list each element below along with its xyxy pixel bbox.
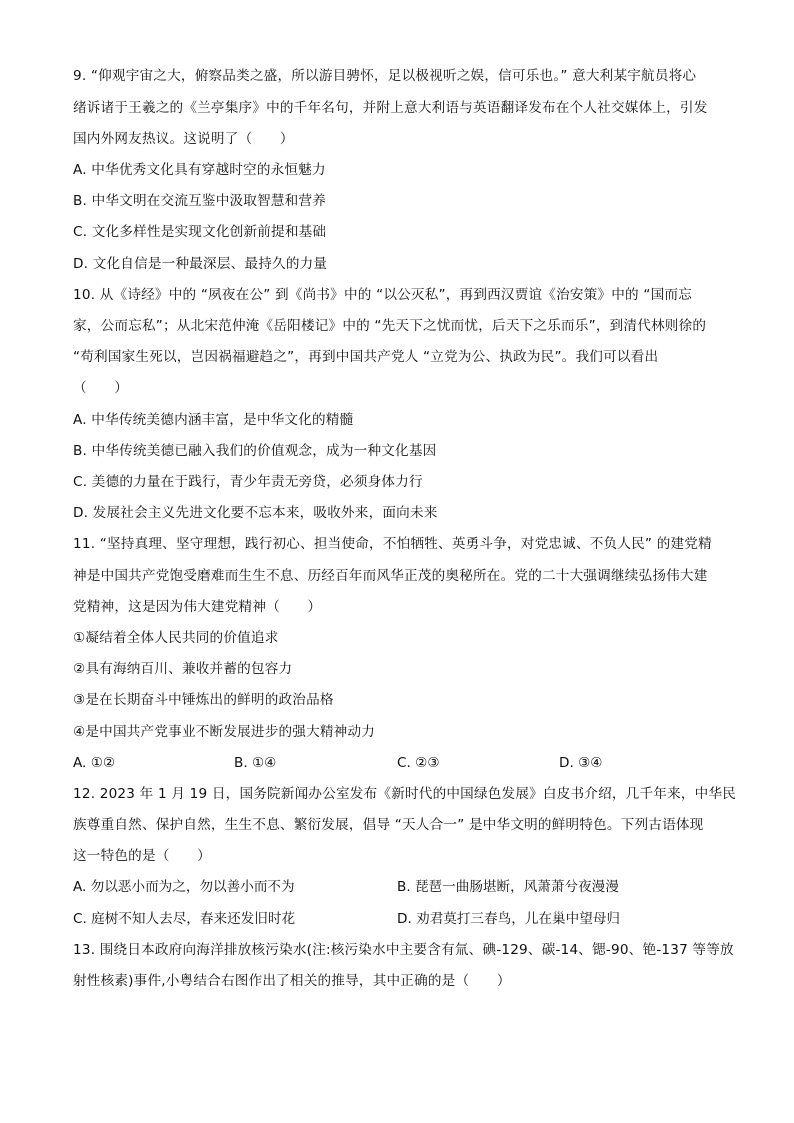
q11-item-1: ①凝结着全体人民共同的价值追求 [73,630,279,646]
q11-stem-line-3: 党精神，这是因为伟大建党精神（ ） [73,599,322,615]
q10-option-c: C. 美德的力量在于践行，青少年责无旁贷，必须身体力行 [73,474,423,490]
q12-stem-line-2: 族尊重自然、保护自然，生生不息、繁衍发展，倡导 “天人合一” 是中华文明的鲜明特色。下列古语体现 [73,817,704,833]
q11-item-3: ③是在长期奋斗中锤炼出的鲜明的政治品格 [73,692,334,708]
q9-stem-line-2: 绪诉诸于王羲之的《兰亭集序》中的千年名句，并附上意大利语与英语翻译发布在个人社交媒体上，引发 [73,100,708,116]
q13-stem-line-1: 13. 围绕日本政府向海洋排放核污染水(注:核污染水中主要含有氚、碘-129、碳-14、锶-90、铯-137 等等放 [73,942,734,958]
q11-stem-line-1: 11. “坚持真理、坚守理想，践行初心、担当使命，不怕牺牲、英勇斗争，对党忠诚、不负人民” 的建党精 [73,536,712,552]
q12-stem-line-3: 这一特色的是（ ） [73,848,211,864]
q9-option-b: B. 中华文明在交流互鉴中汲取智慧和营养 [73,193,327,209]
q9-stem-line-3: 国内外网友热议。这说明了（ ） [73,131,294,147]
q10-stem-line-1: 10. 从《诗经》中的 “夙夜在公” 到《尚书》中的 “以公灭私”，再到西汉贾谊《治安策》中的 “国而忘 [73,287,692,303]
q11-item-2: ②具有海纳百川、兼收并蓄的包容力 [73,661,293,677]
q11-option-d: D. ③④ [559,755,603,771]
q11-option-c: C. ②③ [397,755,440,771]
q9-option-d: D. 文化自信是一种最深层、最持久的力量 [73,256,328,272]
q11-item-4: ④是中国共产党事业不断发展进步的强大精神动力 [73,724,376,740]
q10-stem-line-4: （ ） [73,380,129,396]
q10-option-b: B. 中华传统美德已融入我们的价值观念，成为一种文化基因 [73,443,437,459]
q11-option-b: B. ①④ [234,755,277,771]
q12-option-a: A. 勿以恶小而为之，勿以善小而不为 [73,879,295,895]
q10-option-d: D. 发展社会主义先进文化要不忘本来，吸收外来，面向未来 [73,505,438,521]
q9-option-c: C. 文化多样性是实现文化创新前提和基础 [73,224,327,240]
q10-stem-line-3: “苟利国家生死以，岂因祸福避趋之”，再到中国共产党人 “立党为公、执政为民”。我们可以看出 [73,349,659,365]
q10-option-a: A. 中华传统美德内涵丰富，是中华文化的精髓 [73,412,354,428]
q11-stem-line-2: 神是中国共产党饱受磨难而生生不息、历经百年而风华正茂的奥秘所在。党的二十大强调继续弘扬伟大建 [73,568,708,584]
q12-option-d: D. 劝君莫打三春鸟，儿在巢中望母归 [397,911,621,927]
q11-option-a: A. ①② [73,755,116,771]
q12-option-b: B. 琵琶一曲肠堪断，风萧萧兮夜漫漫 [397,879,619,895]
q12-option-c: C. 庭树不知人去尽，春来还发旧时花 [73,911,296,927]
q12-stem-line-1: 12. 2023 年 1 月 19 日，国务院新闻办公室发布《新时代的中国绿色发展》白皮书介绍，几千年来，中华民 [73,786,737,802]
q10-stem-line-2: 家，公而忘私”；从北宋范仲淹《岳阳楼记》中的 “先天下之忧而忧，后天下之乐而乐”，到清代林则徐的 [73,318,707,334]
q9-option-a: A. 中华优秀文化具有穿越时空的永恒魅力 [73,162,326,178]
q9-stem-line-1: 9. “仰观宇宙之大，俯察品类之盛，所以游目骋怀，足以极视听之娱，信可乐也。” 意大利某宇航员将心 [73,68,697,84]
q13-stem-line-2: 射性核素)事件,小粤结合右图作出了相关的推导，其中正确的是（ ） [73,973,511,989]
